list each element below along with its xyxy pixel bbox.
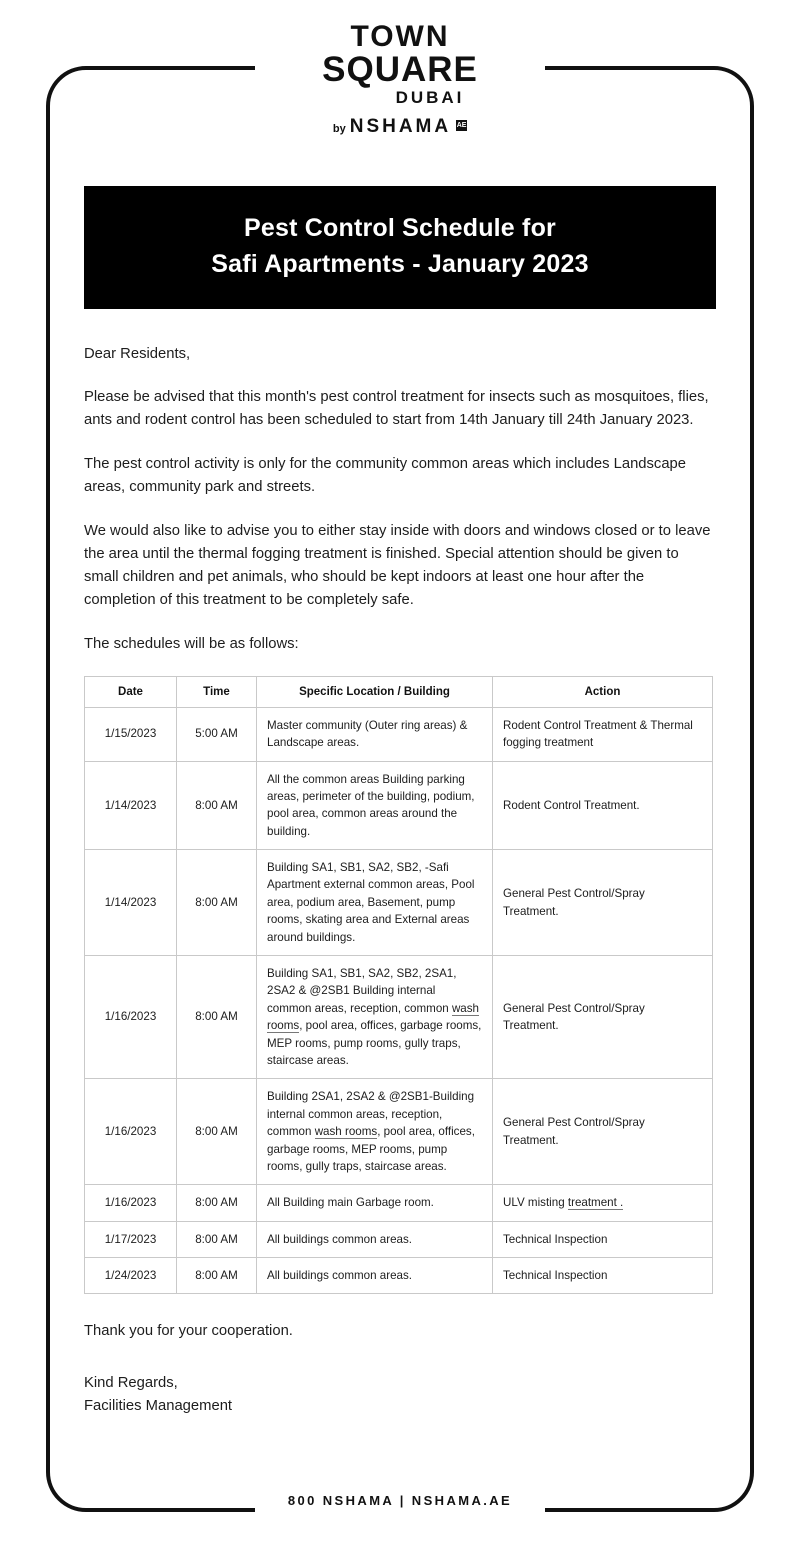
cell-time: 5:00 AM [177,707,257,761]
cell-time: 8:00 AM [177,1185,257,1221]
body-paragraph-4: The schedules will be as follows: [84,635,299,652]
table-row [85,1258,713,1294]
brand-logo [0,22,800,138]
cell-date: 1/14/2023 [85,850,177,956]
table-row [85,1185,713,1221]
cell-time: 8:00 AM [177,1079,257,1185]
cell-date: 1/15/2023 [85,707,177,761]
closing-regards: Kind Regards, [84,1375,178,1392]
footer-contact: 800 NSHAMA | NSHAMA.AE [287,1493,513,1508]
cell-action: Rodent Control Treatment. [493,761,713,850]
cell-time: 8:00 AM [177,956,257,1079]
cell-date: 1/16/2023 [85,1185,177,1221]
closing-thanks: Thank you for your cooperation. [84,1323,293,1340]
logo-nshama-text: NSHAMA [349,116,452,138]
schedule-table [84,676,713,1295]
cell-date: 1/24/2023 [85,1258,177,1294]
table-row [85,1221,713,1257]
cell-date: 1/16/2023 [85,956,177,1079]
cell-action: Technical Inspection [493,1221,713,1257]
cell-location: Building SA1, SB1, SA2, SB2, 2SA1, 2SA2 & @2SB1 Building internal common areas, reception, common wash rooms, pool area, offices, garbage rooms, MEP rooms, pump rooms, gully traps, staircase areas. [257,956,493,1079]
cell-date: 1/14/2023 [85,761,177,850]
cell-action: Rodent Control Treatment & Thermal fogging treatment [493,707,713,761]
table-row [85,707,713,761]
cell-action: Technical Inspection [493,1258,713,1294]
table-row [85,761,713,850]
cell-location: All Building main Garbage room. [257,1185,493,1221]
cell-time: 8:00 AM [177,1258,257,1294]
page-title [84,186,716,309]
logo-square-text: SQUARE [322,50,478,89]
column-header-location: Specific Location / Building [257,676,493,707]
closing-department: Facilities Management [84,1397,233,1414]
logo-byline [0,116,800,138]
table-row [85,1079,713,1185]
page-title-line1: Pest Control Schedule for [244,214,556,242]
document-content [84,186,716,1418]
cell-date: 1/16/2023 [85,1079,177,1185]
body-paragraph-3: We would also like to advise you to either stay inside with doors and windows closed or to leave the area until the thermal fogging treatment is finished. Special attention should be given to small children and pet animals, who should be kept indoors at least one hour after the completion of this treatment to be completely safe. [84,523,711,608]
logo-dubai-text: DUBAI [395,87,465,107]
cell-location: All buildings common areas. [257,1221,493,1257]
logo-town-text: TOWN [350,20,450,53]
logo-by-text: by [332,123,346,136]
body-paragraph-2: The pest control activity is only for the community common areas which includes Landscape areas, community park and streets. [84,456,687,496]
column-header-action: Action [493,676,713,707]
cell-time: 8:00 AM [177,850,257,956]
notice-body [84,343,716,656]
table-row [85,850,713,956]
cell-location: All buildings common areas. [257,1258,493,1294]
cell-location: Building SA1, SB1, SA2, SB2, -Safi Apartment external common areas, Pool area, podium area, Basement, pump rooms, skating area and External areas around buildings. [257,850,493,956]
cell-location: Master community (Outer ring areas) & Landscape areas. [257,707,493,761]
table-row [85,956,713,1079]
cell-action: ULV misting treatment . [493,1185,713,1221]
body-paragraph-1: Please be advised that this month's pest control treatment for insects such as mosquitoes, flies, ants and rodent control has been scheduled to start from 14th January till 24th January 2023. [84,389,709,429]
cell-time: 8:00 AM [177,761,257,850]
cell-action: General Pest Control/Spray Treatment. [493,956,713,1079]
cell-location: All the common areas Building parking areas, perimeter of the building, podium, pool area, common areas around the building. [257,761,493,850]
cell-date: 1/17/2023 [85,1221,177,1257]
table-header-row [85,676,713,707]
cell-action: General Pest Control/Spray Treatment. [493,850,713,956]
page-title-line2: Safi Apartments - January 2023 [211,250,589,279]
closing-block [84,1320,716,1417]
cell-time: 8:00 AM [177,1221,257,1257]
column-header-time: Time [177,676,257,707]
logo-nshama-mark-icon: AE [456,122,467,130]
column-header-date: Date [85,676,177,707]
salutation: Dear Residents, [84,345,191,362]
cell-location: Building 2SA1, 2SA2 & @2SB1-Building internal common areas, reception, common wash rooms, pool area, offices, garbage rooms, MEP rooms, pump rooms, gully traps, staircase areas. [257,1079,493,1185]
cell-action: General Pest Control/Spray Treatment. [493,1079,713,1185]
